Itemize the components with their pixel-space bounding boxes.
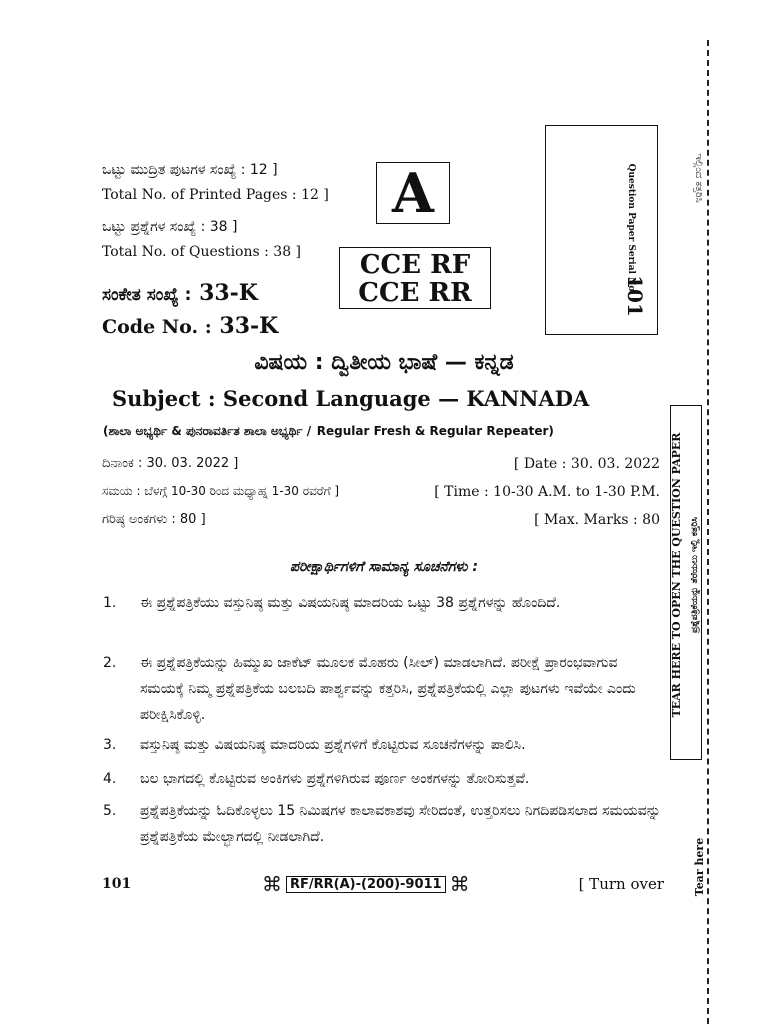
- instruction-text: ಬಲ ಭಾಗದಲ್ಲಿ ಕೊಟ್ಟಿರುವ ಅಂಕಿಗಳು ಪ್ರಶ್ನೆಗಳಿಗಿರುವ ಪೂರ್ಣ ಅಂಕಗಳನ್ನು ತೋರಿಸುತ್ತವೆ.: [140, 771, 530, 787]
- instruction-number: 3.: [103, 737, 117, 753]
- exam-type-line2: CCE RR: [358, 278, 472, 308]
- tear-here-label: Tear here: [693, 837, 706, 897]
- code-en-label: Code No. :: [102, 316, 212, 338]
- marks-kn: ಗರಿಷ್ಠ ಅಂಕಗಳು : 80 ]: [102, 512, 206, 527]
- exam-type-box: [339, 247, 491, 309]
- questions-kn: ಒಟ್ಟು ಪ್ರಶ್ನೆಗಳ ಸಂಖ್ಯೆ : 38 ]: [102, 219, 238, 235]
- instruction-number: 4.: [103, 771, 117, 787]
- tear-here-en: TEAR HERE TO OPEN THE QUESTION PAPER: [670, 432, 683, 718]
- version-letter: A: [392, 161, 434, 225]
- tear-here-kn: ಪ್ರಶ್ನೆಪತ್ರಿಕೆಯನ್ನು ತೆರೆಯಲು ಇಲ್ಲಿ ಕತ್ತರಿಸಿ: [690, 517, 700, 633]
- date-kn: ದಿನಾಂಕ : 30. 03. 2022 ]: [102, 456, 239, 471]
- code-kn-value: 33-K: [199, 280, 258, 306]
- instruction-number: 5.: [103, 803, 117, 819]
- instruction-number: 1.: [103, 595, 117, 611]
- command-glyph-icon: ⌘: [262, 872, 282, 896]
- tear-line: [707, 40, 709, 1024]
- date-en: [ Date : 30. 03. 2022: [513, 456, 660, 472]
- instruction-text: ಈ ಪ್ರಶ್ನೆಪತ್ರಿಕೆಯು ವಸ್ತುನಿಷ್ಠ ಮತ್ತು ವಿಷಯನಿಷ್ಠ ಮಾದರಿಯ ಒಟ್ಟು 38 ಪ್ರಶ್ನೆಗಳನ್ನು ಹೊಂದಿದೆ.: [140, 595, 561, 611]
- code-number-en: [102, 313, 278, 339]
- instructions-title: ಪರೀಕ್ಷಾರ್ಥಿಗಳಿಗೆ ಸಾಮಾನ್ಯ ಸೂಚನೆಗಳು :: [290, 559, 478, 575]
- page-code: 101: [102, 876, 132, 892]
- cut-here-kn: ಇಲ್ಲಿಂದ ಕತ್ತರಿಸಿ: [693, 153, 704, 203]
- instruction-item: [103, 590, 663, 616]
- code-en-value: 33-K: [219, 313, 279, 339]
- instruction-item: [103, 732, 663, 758]
- category-kn: (ಶಾಲಾ ಅಭ್ಯರ್ಥಿ & ಪುನರಾವರ್ತಿತ ಶಾಲಾ ಅಭ್ಯರ್ಥಿ /: [103, 424, 312, 438]
- questions-en: Total No. of Questions : 38 ]: [102, 244, 302, 260]
- subject-kn: ವಿಷಯ : ದ್ವಿತೀಯ ಭಾಷೆ — ಕನ್ನಡ: [254, 350, 514, 375]
- serial-label: Question Paper Serial No.: [626, 163, 636, 295]
- instruction-item: [103, 766, 663, 792]
- instruction-number: 2.: [103, 655, 117, 671]
- candidate-category: [103, 420, 554, 439]
- instruction-text: ಪ್ರಶ್ನೆಪತ್ರಿಕೆಯನ್ನು ಓದಿಕೊಳ್ಳಲು 15 ನಿಮಿಷಗಳ ಕಾಲಾವಕಾಶವು ಸೇರಿದಂತೆ, ಉತ್ತರಿಸಲು ನಿಗದಿಪಡಿಸಲಾದ ಸಮಯವನ್ನು ಪ್ರಶ್ನೆಪತ್ರಿಕೆಯ ಮೇಲ್ಭಾಗದಲ್ಲಿ ನೀಡಲಾಗಿದೆ.: [140, 803, 661, 845]
- code-number-kn: [102, 280, 258, 306]
- subject-en: Subject : Second Language — KANNADA: [112, 386, 590, 411]
- turn-over: [ Turn over: [578, 875, 664, 893]
- instruction-item: [103, 650, 663, 728]
- time-kn: ಸಮಯ : ಬೆಳಗ್ಗೆ 10-30 ರಿಂದ ಮಧ್ಯಾಹ್ನ 1-30 ರವರೆಗೆ ]: [102, 484, 340, 498]
- exam-type-line1: CCE RF: [359, 250, 471, 280]
- printed-pages-en: Total No. of Printed Pages : 12 ]: [102, 187, 329, 203]
- instruction-text: ವಸ್ತುನಿಷ್ಠ ಮತ್ತು ವಿಷಯನಿಷ್ಠ ಮಾದರಿಯ ಪ್ರಶ್ನೆಗಳಿಗೆ ಕೊಟ್ಟಿರುವ ಸೂಚನೆಗಳನ್ನು ಪಾಲಿಸಿ.: [140, 737, 526, 753]
- instruction-text: ಈ ಪ್ರಶ್ನೆಪತ್ರಿಕೆಯನ್ನು ಹಿಮ್ಮುಖ ಜಾಕೆಟ್ ಮೂಲಕ ಮೊಹರು (ಸೀಲ್) ಮಾಡಲಾಗಿದೆ. ಪರೀಕ್ಷೆ ಪ್ರಾರಂಭವಾಗುವ ಸಮಯಕ್ಕೆ ನಿಮ್ಮ ಪ್ರಶ್ನೆಪತ್ರಿಕೆಯ ಬಲಬದಿ ಪಾರ್ಶ್ವವನ್ನು ಕತ್ತರಿಸಿ, ಪ್ರಶ್ನೆಪತ್ರಿಕೆಯಲ್ಲಿ ಎಲ್ಲಾ ಪುಟಗಳು ಇವೆಯೇ ಎಂದು ಪರೀಕ್ಷಿಸಿಕೊಳ್ಳಿ.: [140, 655, 636, 723]
- category-en: Regular Fresh & Regular Repeater): [316, 424, 554, 438]
- serial-value: 101: [623, 275, 647, 317]
- time-en: [ Time : 10-30 A.M. to 1-30 P.M.: [434, 484, 660, 500]
- series-number: RF/RR(A)-(200)-9011: [286, 876, 446, 893]
- command-glyph-icon: ⌘: [449, 872, 470, 896]
- marks-en: [ Max. Marks : 80: [534, 512, 660, 528]
- code-kn-label: ಸಂಕೇತ ಸಂಖ್ಯೆ :: [102, 285, 192, 305]
- printed-pages-kn: ಒಟ್ಟು ಮುದ್ರಿತ ಪುಟಗಳ ಸಂಖ್ಯೆ : 12 ]: [102, 162, 278, 178]
- series-code: [262, 872, 470, 896]
- instruction-item: [103, 798, 663, 850]
- version-box: [376, 162, 450, 224]
